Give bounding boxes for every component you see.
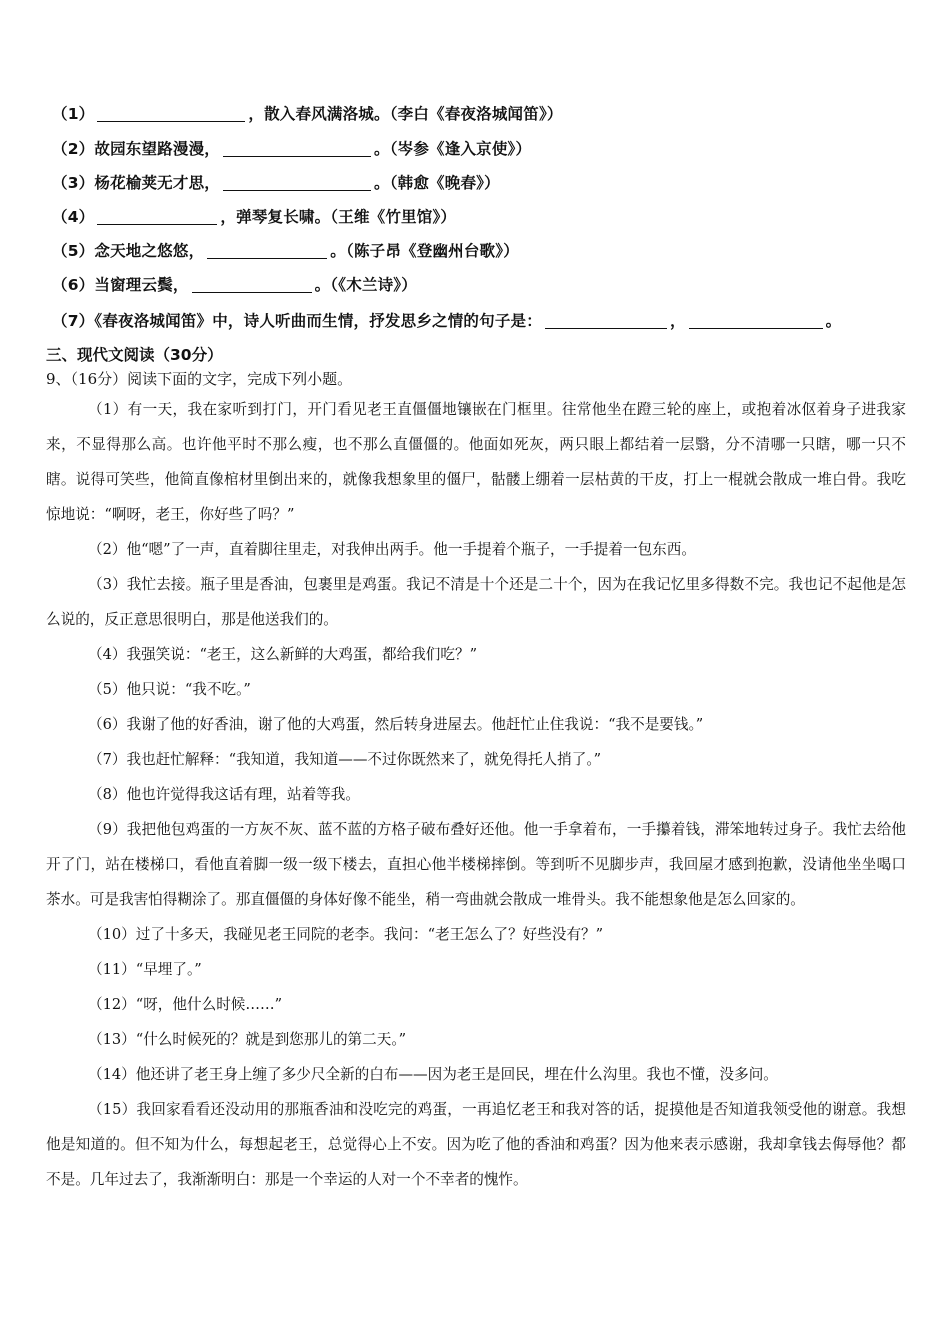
item-text: 。（《木兰诗》） xyxy=(314,276,417,294)
paragraph: （6）我谢了他的好香油，谢了他的大鸡蛋，然后转身进屋去。他赶忙止住我说：“我不是要钱。” xyxy=(88,716,704,733)
answer-blank[interactable] xyxy=(223,175,371,191)
paragraph: （3）我忙去接。瓶子里是香油，包裹里是鸡蛋。我记不清是十个还是二十个，因为在我记忆里多得数不完。我也记不起他是怎么说的，反正意思很明白，那是他送我们的。 xyxy=(46,576,906,628)
paragraph: （10）过了十多天，我碰见老王同院的老李。我问：“老王怎么了？好些没有？” xyxy=(88,926,604,943)
answer-blank[interactable] xyxy=(97,106,245,122)
fill-in-item-2 xyxy=(52,137,531,159)
section-title: 三、现代文阅读（30分） xyxy=(46,346,223,364)
item-text: （3）杨花榆荚无才思， xyxy=(52,174,220,192)
paragraph: （1）有一天，我在家听到打门，开门看见老王直僵僵地镶嵌在门框里。往常他坐在蹬三轮的座上，或抱着冰伛着身子进我家来，不显得那么高。也许他平时不那么瘦，也不那么直僵僵的。他面如死灰，两只眼上都结着一层翳，分不清哪一只瞎，哪一只不瞎。说得可笑些，他简直像棺材里倒出来的，就像我想象里的僵尸，骷髅上绷着一层枯黄的干皮，打上一棍就会散成一堆白骨。我吃惊地说：“啊呀，老王，你好些了吗？” xyxy=(46,401,906,523)
item-text: 。 xyxy=(825,312,842,330)
answer-blank[interactable] xyxy=(223,141,371,157)
paragraph: （9）我把他包鸡蛋的一方灰不灰、蓝不蓝的方格子破布叠好还他。他一手拿着布，一手攥着钱，滞笨地转过身子。我忙去给他开了门，站在楼梯口，看他直着脚一级一级下楼去，直担心他半楼梯摔倒。等到听不见脚步声，我回屋才感到抱歉，没请他坐坐喝口茶水。可是我害怕得糊涂了。那直僵僵的身体好像不能坐，稍一弯曲就会散成一堆骨头。我不能想象他是怎么回家的。 xyxy=(46,821,906,908)
item-text: （7）《春夜洛城闻笛》中，诗人听曲而生情，抒发思乡之情的句子是： xyxy=(52,312,542,330)
item-label: （1） xyxy=(52,105,95,123)
answer-blank[interactable] xyxy=(689,313,823,329)
item-text: 。（岑参《逢入京使》） xyxy=(374,140,532,158)
item-text: （2）故园东望路漫漫， xyxy=(52,140,220,158)
answer-blank[interactable] xyxy=(545,313,667,329)
item-text: （5）念天地之悠悠， xyxy=(52,242,205,260)
item-text: 。（陈子昂《登幽州台歌》） xyxy=(330,242,519,260)
fill-in-item-4 xyxy=(52,205,456,227)
reading-passage xyxy=(46,392,906,1197)
item-label: （4） xyxy=(52,208,95,226)
item-text: ， xyxy=(669,312,686,330)
answer-blank[interactable] xyxy=(192,277,312,293)
paragraph: （15）我回家看看还没动用的那瓶香油和没吃完的鸡蛋，一再追忆老王和我对答的话，捉摸他是否知道我领受他的谢意。我想他是知道的。但不知为什么，每想起老王，总觉得心上不安。因为吃了他的香油和鸡蛋？因为他来表示感谢，我却拿钱去侮辱他？都不是。几年过去了，我渐渐明白：那是一个幸运的人对一个不幸者的愧怍。 xyxy=(46,1101,906,1188)
fill-in-item-3 xyxy=(52,171,500,193)
item-text: （6）当窗理云鬓， xyxy=(52,276,189,294)
item-text: ，弹琴复长啸。（王维《竹里馆》） xyxy=(220,208,457,226)
paragraph: （8）他也许觉得我这话有理，站着等我。 xyxy=(88,786,360,803)
answer-blank[interactable] xyxy=(97,209,217,225)
question-intro: 9、（16分）阅读下面的文字，完成下列小题。 xyxy=(46,370,353,388)
paragraph: （5）他只说：“我不吃。” xyxy=(88,681,251,698)
fill-in-item-7 xyxy=(52,309,841,331)
item-text: 。（韩愈《晚春》） xyxy=(374,174,500,192)
paragraph: （14）他还讲了老王身上缠了多少尺全新的白布——因为老王是回民，埋在什么沟里。我也不懂，没多问。 xyxy=(88,1066,778,1083)
fill-in-item-5 xyxy=(52,239,519,261)
paragraph: （11）“早埋了。” xyxy=(88,961,202,978)
answer-blank[interactable] xyxy=(207,243,327,259)
fill-in-item-6 xyxy=(52,273,417,295)
paragraph: （4）我强笑说：“老王，这么新鲜的大鸡蛋，都给我们吃？” xyxy=(88,646,478,663)
paragraph: （7）我也赶忙解释：“我知道，我知道——不过你既然来了，就免得托人捎了。” xyxy=(88,751,602,768)
fill-in-item-1 xyxy=(52,102,563,124)
paragraph: （2）他“嗯”了一声，直着脚往里走，对我伸出两手。他一手提着个瓶子，一手提着一包东西。 xyxy=(88,541,696,558)
paragraph: （13）“什么时候死的？就是到您那儿的第二天。” xyxy=(88,1031,407,1048)
paragraph: （12）“呀，他什么时候……” xyxy=(88,996,283,1013)
item-text: ，散入春风满洛城。（李白《春夜洛城闻笛》） xyxy=(248,105,563,123)
